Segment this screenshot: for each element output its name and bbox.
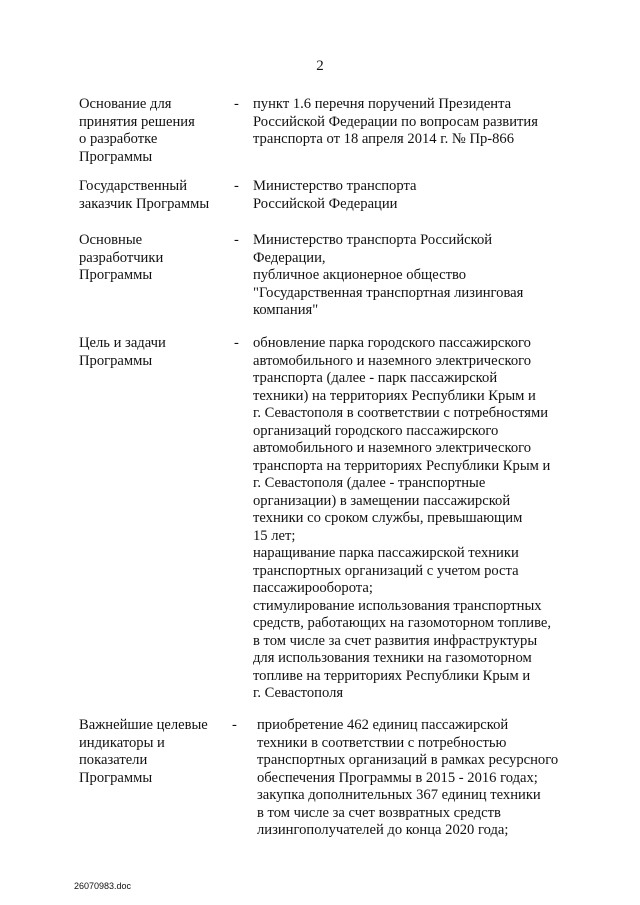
row-value: [253, 335, 603, 703]
value-line: обеспечения Программы в 2015 - 2016 годах;: [257, 769, 538, 786]
value-line: топливе на территориях Республики Крым и: [253, 667, 531, 684]
value-line: в том числе за счет развития инфраструктуры: [253, 632, 538, 649]
value-line: в том числе за счет возвратных средств: [257, 804, 501, 821]
page-number: 2: [316, 58, 324, 74]
value-line: транспорта от 18 апреля 2014 г. № Пр-866: [253, 131, 515, 147]
row-value: [253, 232, 603, 320]
value-line: закупка дополнительных 367 единиц техники: [257, 787, 541, 803]
value-line: транспортных организаций в рамках ресурсного: [257, 752, 559, 768]
value-line: пункт 1.6 перечня поручений Президента: [253, 96, 512, 112]
value-line: Федерации,: [253, 249, 326, 266]
row-dash: -: [234, 96, 239, 112]
value-line: техники) на территориях Республики Крым и: [253, 387, 536, 404]
row-value: [257, 717, 607, 840]
value-line: организаций городского пассажирского: [253, 422, 499, 439]
value-line: стимулирование использования транспортных: [253, 597, 542, 614]
row-dash: -: [234, 232, 239, 248]
value-line: пассажирооборота;: [253, 580, 373, 596]
value-line: транспортных организаций с учетом роста: [253, 562, 519, 579]
row-dash: -: [234, 335, 239, 351]
value-line: "Государственная транспортная лизинговая: [253, 284, 524, 301]
value-line: транспорта на территориях Республики Крым и: [253, 457, 551, 474]
row-label: Государственный заказчик Программы: [79, 178, 210, 212]
value-line: Российской Федерации: [253, 195, 398, 212]
row-value: [253, 178, 603, 213]
value-line: приобретение 462 единиц пассажирской: [257, 717, 509, 733]
value-line: организации) в замещении пассажирской: [253, 492, 511, 509]
value-line: г. Севастополя: [253, 685, 344, 701]
row-label: Основание для принятия решения о разработке Программы: [79, 96, 195, 165]
row-value: [253, 96, 603, 149]
value-line: компания": [253, 302, 319, 318]
value-line: Министерство транспорта: [253, 178, 417, 194]
document-footer: 26070983.doc: [74, 881, 132, 891]
value-line: 15 лет;: [253, 527, 296, 544]
row-label: Основные разработчики Программы: [79, 232, 164, 283]
value-line: техники со сроком службы, превышающим: [253, 510, 523, 526]
value-line: обновление парка городского пассажирского: [253, 335, 531, 351]
row-label: Важнейшие целевые индикаторы и показатели Программы: [79, 717, 208, 786]
row-dash: -: [234, 178, 239, 194]
value-line: для использования техники на газомоторном: [253, 650, 532, 666]
row-label: Цель и задачи Программы: [79, 335, 166, 369]
value-line: автомобильного и наземного электрического: [253, 352, 532, 369]
value-line: Министерство транспорта Российской: [253, 232, 493, 248]
value-line: Российской Федерации по вопросам развития: [253, 113, 538, 130]
value-line: публичное акционерное общество: [253, 267, 467, 283]
value-line: транспорта (далее - парк пассажирской: [253, 370, 498, 386]
value-line: г. Севастополя (далее - транспортные: [253, 475, 486, 491]
value-line: техники в соответствии с потребностью: [257, 734, 507, 751]
value-line: автомобильного и наземного электрического: [253, 440, 532, 456]
value-line: средств, работающих на газомоторном топливе,: [253, 615, 552, 631]
value-line: наращивание парка пассажирской техники: [253, 545, 519, 561]
value-line: лизингополучателей до конца 2020 года;: [257, 822, 509, 838]
row-dash: -: [232, 717, 237, 733]
value-line: г. Севастополя в соответствии с потребностями: [253, 405, 549, 421]
